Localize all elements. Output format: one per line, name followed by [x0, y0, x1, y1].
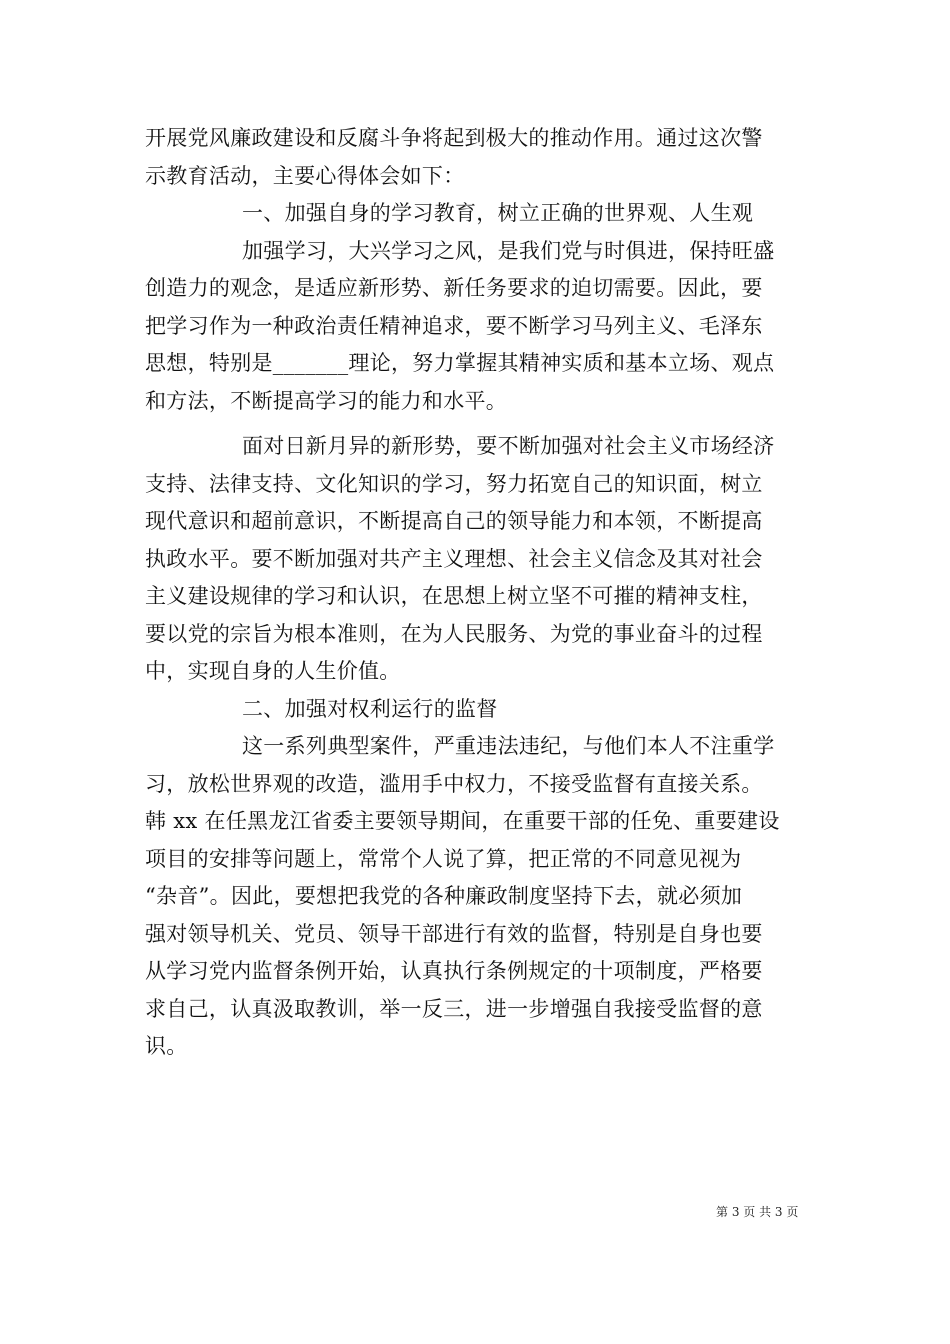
body-line: 主义建设规律的学习和认识，在思想上树立坚不可摧的精神支柱， [145, 584, 763, 608]
body-line: 中，实现自身的人生价值。 [145, 659, 401, 683]
body-line: 这一系列典型案件，严重违法违纪，与他们本人不注重学 [242, 734, 775, 758]
body-line: 和方法，不断提高学习的能力和水平。 [145, 388, 508, 413]
body-line: 项目的安排等问题上，常常个人说了算，把正常的不同意见视为 [145, 846, 742, 871]
body-line: 加强学习，大兴学习之风，是我们党与时俱进，保持旺盛 [242, 238, 775, 263]
body-line: 从学习党内监督条例开始，认真执行条例规定的十项制度，严格要 [145, 959, 763, 983]
body-line: 现代意识和超前意识，不断提高自己的领导能力和本领，不断提高 [145, 509, 763, 533]
body-line: 创造力的观念，是适应新形势、新任务要求的迫切需要。因此，要 [145, 276, 763, 300]
paragraph-gap [145, 420, 815, 428]
body-line: 识。 [145, 1034, 188, 1058]
body-line: 韩 xx 在任黑龙江省委主要领导期间，在重要干部的任免、重要建设 [145, 809, 780, 833]
body-line: 思想，特别是_______理论，努力掌握其精神实质和基本立场、观点 [145, 351, 775, 375]
body-line: 把学习作为一种政治责任精神追求，要不断学习马列主义、毛泽东 [145, 313, 763, 338]
body-line: “杂音”。因此，要想把我党的各种廉政制度坚持下去，就必须加 [145, 884, 743, 908]
page-number-footer: 第 3 页 共 3 页 [716, 1205, 799, 1219]
document-body [145, 120, 815, 1066]
body-line: 开展党风廉政建设和反腐斗争将起到极大的推动作用。通过这次警 [145, 126, 763, 150]
body-line: 要以党的宗旨为根本准则，在为人民服务、为党的事业奋斗的过程 [145, 621, 763, 646]
section-heading-1: 一、加强自身的学习教育，树立正确的世界观、人生观 [242, 201, 754, 225]
body-line: 强对领导机关、党员、领导干部进行有效的监督，特别是自身也要 [145, 921, 763, 946]
body-line: 执政水平。要不断加强对共产主义理想、社会主义信念及其对社会 [145, 546, 763, 571]
body-line: 支持、法律支持、文化知识的学习，努力拓宽自己的知识面，树立 [145, 471, 763, 496]
body-line: 面对日新月异的新形势，要不断加强对社会主义市场经济 [242, 434, 775, 458]
section-heading-2: 二、加强对权利运行的监督 [242, 696, 498, 721]
body-line: 习，放松世界观的改造，滥用手中权力，不接受监督有直接关系。 [145, 771, 763, 796]
body-line: 求自己，认真汲取教训，举一反三，进一步增强自我接受监督的意 [145, 996, 763, 1021]
body-line: 示教育活动，主要心得体会如下： [145, 163, 465, 188]
